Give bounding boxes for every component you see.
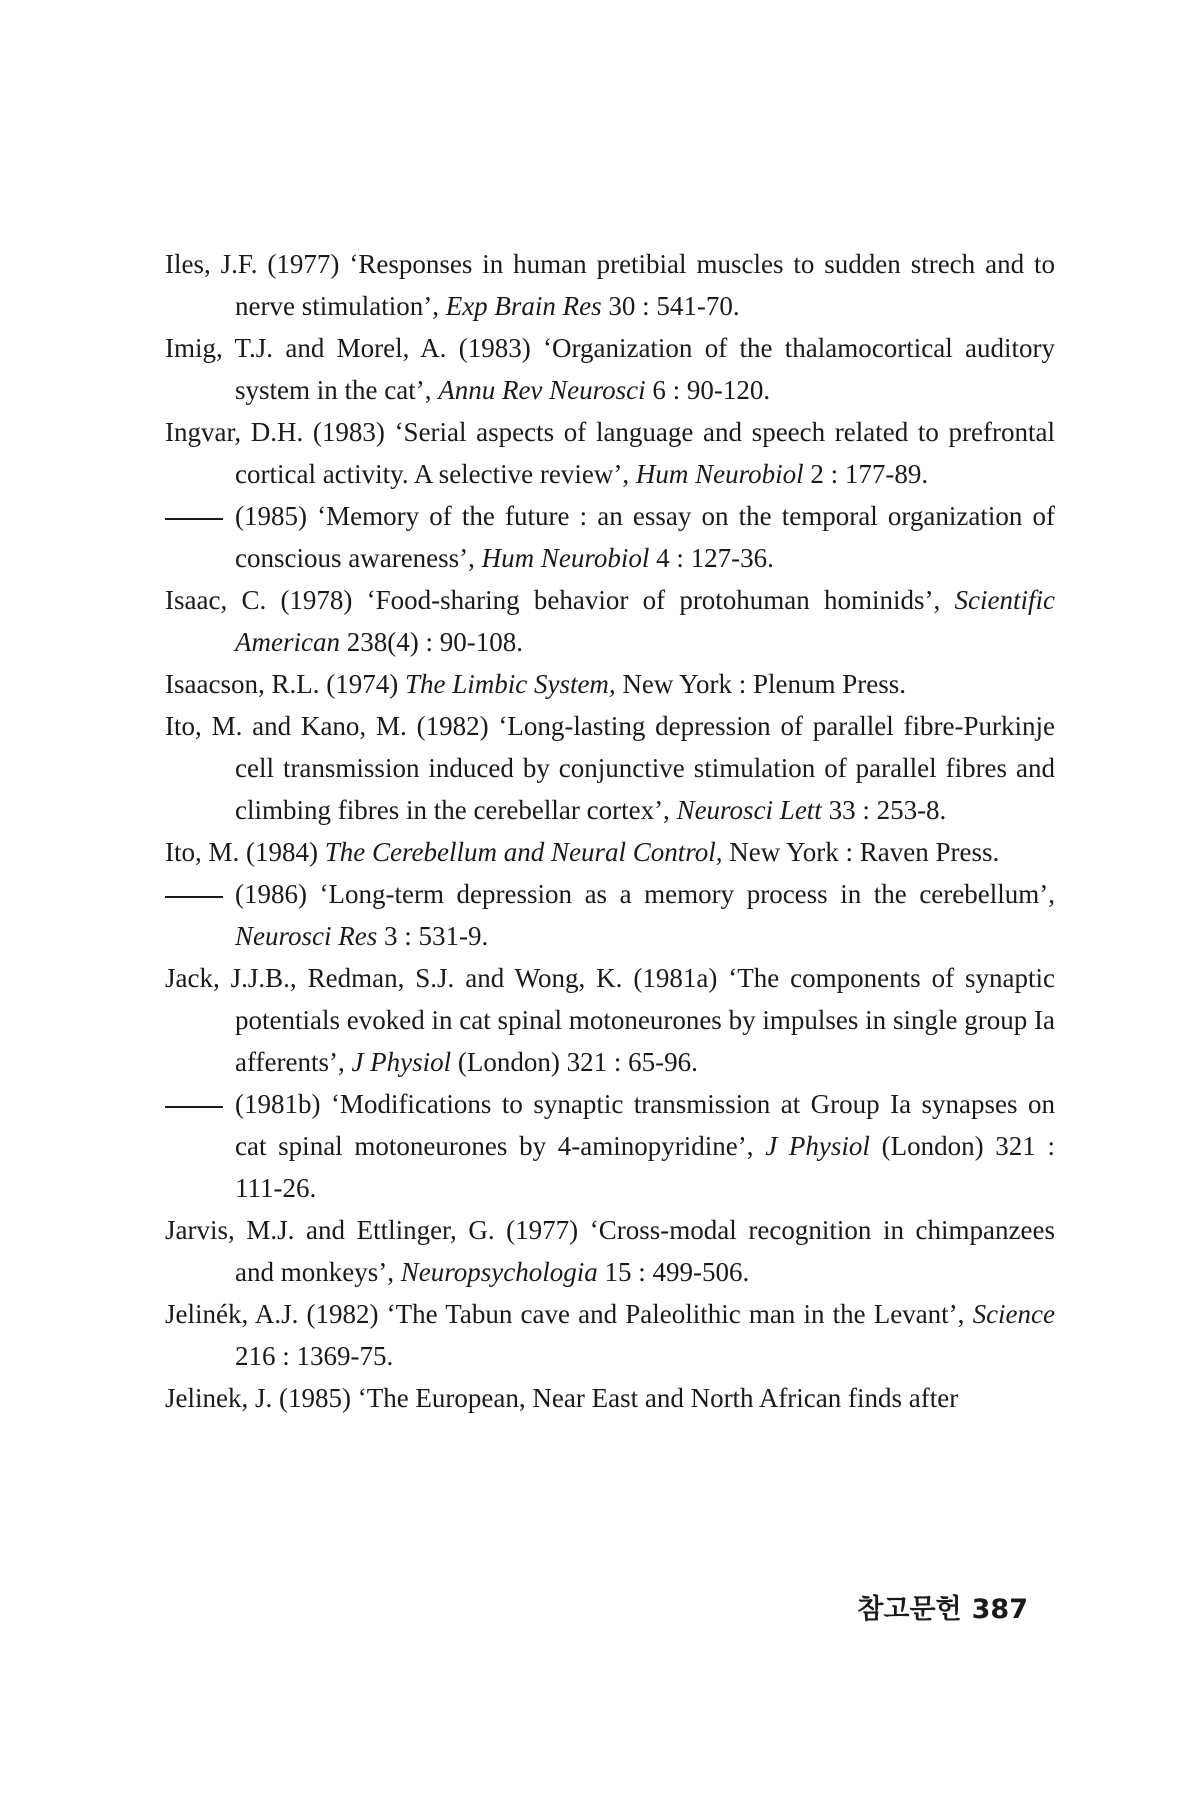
reference-text: Ingvar, D.H. (1983) ‘Serial aspects of language and speech related to prefrontal cortical activity. A selective review’, <box>165 417 1055 489</box>
reference-text: Isaac, C. (1978) ‘Food-sharing behavior of protohuman hominids’, <box>165 585 955 615</box>
reference-pages: 15 : 499-506. <box>597 1257 750 1287</box>
reference-text: Jack, J.J.B., Redman, S.J. and Wong, K. (1981a) ‘The components of synaptic potentials evoked in cat spinal motoneurones by impulses in single group Ia afferents’, <box>165 963 1055 1077</box>
reference-journal: The Cerebellum and Neural Control, <box>324 837 723 867</box>
reference-entry <box>165 1377 1055 1419</box>
reference-journal: Exp Brain Res <box>445 291 602 321</box>
reference-entry <box>165 411 1055 495</box>
reference-text: Ito, M. and Kano, M. (1982) ‘Long-lasting depression of parallel fibre-Purkinje cell transmission induced by conjunctive stimulation of parallel fibres and climbing fibres in the cerebellar cortex’, <box>165 711 1055 825</box>
reference-entry <box>165 663 1055 705</box>
reference-pages: 30 : 541-70. <box>601 291 740 321</box>
reference-pages: 6 : 90-120. <box>645 375 771 405</box>
reference-journal: Neurosci Res <box>235 921 378 951</box>
reference-pages: 238(4) : 90-108. <box>339 627 523 657</box>
reference-journal: Hum Neurobiol <box>635 459 804 489</box>
reference-journal: J Physiol <box>351 1047 452 1077</box>
reference-entry <box>165 1209 1055 1293</box>
reference-pages: 2 : 177-89. <box>803 459 929 489</box>
reference-pages: New York : Raven Press. <box>722 837 1000 867</box>
reference-pages: (London) 321 : 65-96. <box>451 1047 698 1077</box>
section-label: 참고문헌 <box>857 1594 962 1625</box>
reference-text: Iles, J.F. (1977) ‘Responses in human pretibial muscles to sudden strech and to nerve stimulation’, <box>165 249 1055 321</box>
reference-pages: New York : Plenum Press. <box>615 669 906 699</box>
reference-pages: 33 : 253-8. <box>821 795 947 825</box>
reference-pages: 216 : 1369-75. <box>235 1341 394 1371</box>
reference-journal: Annu Rev Neurosci <box>438 375 646 405</box>
reference-journal: Science <box>972 1299 1055 1329</box>
reference-pages: (London) 321 : 111-26. <box>235 1131 1055 1203</box>
reference-text: Jelinek, J. (1985) ‘The European, Near East and North African finds after <box>165 1383 959 1413</box>
ditto-dash <box>165 896 223 898</box>
reference-entry <box>165 873 1055 957</box>
reference-entry <box>165 579 1055 663</box>
reference-text: Ito, M. (1984) <box>165 837 325 867</box>
reference-entry <box>165 1083 1055 1209</box>
reference-entry <box>165 831 1055 873</box>
reference-text: (1986) ‘Long-term depression as a memory process in the cerebellum’, <box>235 879 1055 909</box>
reference-text: Jarvis, M.J. and Ettlinger, G. (1977) ‘Cross-modal recognition in chimpanzees and monkeys’, <box>165 1215 1055 1287</box>
ditto-dash <box>165 518 223 520</box>
reference-journal: J Physiol <box>765 1131 870 1161</box>
reference-entry <box>165 327 1055 411</box>
reference-pages: 3 : 531-9. <box>377 921 489 951</box>
page-footer <box>0 1587 1028 1626</box>
reference-entry <box>165 957 1055 1083</box>
reference-journal: Neuropsychologia <box>400 1257 598 1287</box>
reference-journal: Hum Neurobiol <box>481 543 650 573</box>
reference-text: Jelinék, A.J. (1982) ‘The Tabun cave and Paleolithic man in the Levant’, <box>165 1299 973 1329</box>
reference-journal: The Limbic System, <box>404 669 616 699</box>
reference-text: (1985) ‘Memory of the future : an essay on the temporal organization of conscious awareness’, <box>235 501 1055 573</box>
reference-text: (1981b) ‘Modifications to synaptic transmission at Group Ia synapses on cat spinal motoneurones by 4-aminopyridine’, <box>235 1089 1055 1161</box>
reference-list <box>165 243 1055 1419</box>
reference-text: Imig, T.J. and Morel, A. (1983) ‘Organization of the thalamocortical auditory system in the cat’, <box>165 333 1055 405</box>
reference-journal: Scientific American <box>235 585 1055 657</box>
reference-entry <box>165 705 1055 831</box>
reference-entry <box>165 243 1055 327</box>
ditto-dash <box>165 1106 223 1108</box>
reference-entry <box>165 495 1055 579</box>
reference-journal: Neurosci Lett <box>676 795 822 825</box>
page-number: 387 <box>971 1594 1028 1625</box>
reference-text: Isaacson, R.L. (1974) <box>165 669 405 699</box>
reference-pages: 4 : 127-36. <box>649 543 774 573</box>
reference-entry <box>165 1293 1055 1377</box>
